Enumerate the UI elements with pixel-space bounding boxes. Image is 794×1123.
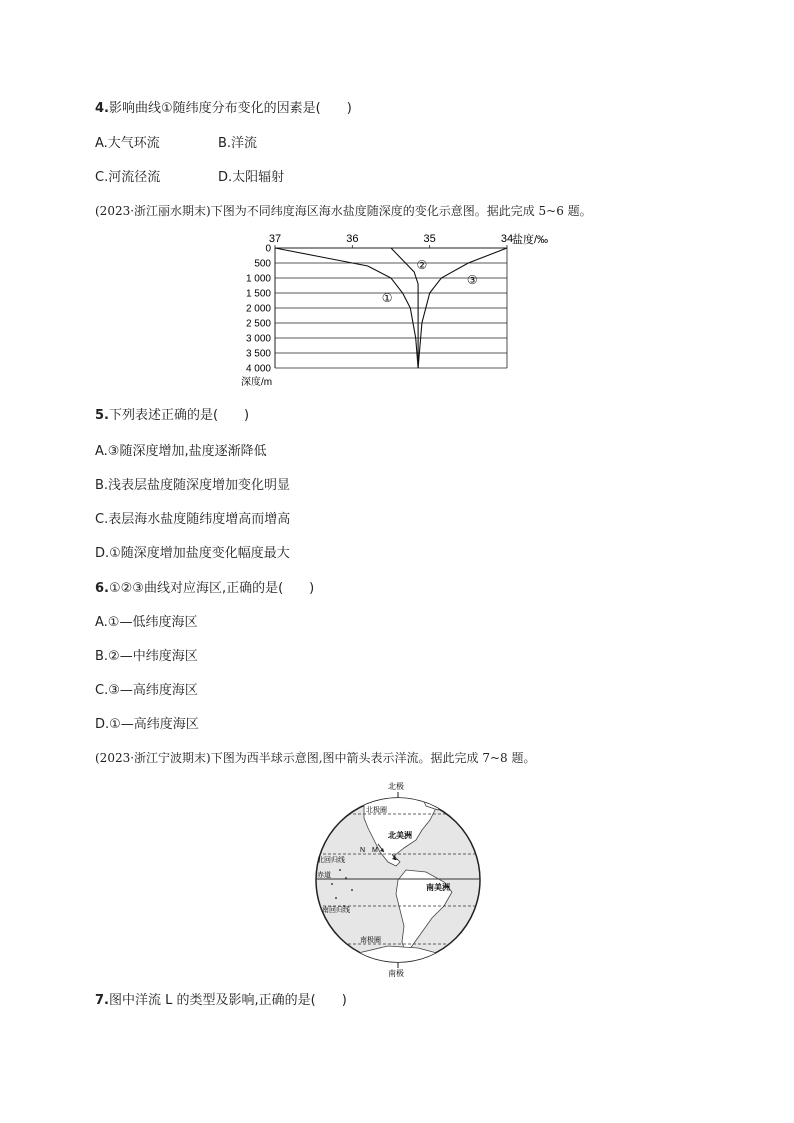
- chart-grid: [275, 248, 507, 368]
- x-tick-label: 37: [268, 233, 282, 245]
- question-stem: 下列表述正确的是( ): [108, 408, 250, 423]
- question-stem: 图中洋流 L 的类型及影响,正确的是( ): [108, 993, 347, 1008]
- source-note-2: (2023·浙江宁波期末)下图为西半球示意图,图中箭头表示洋流。据此完成 7~8 题。: [95, 751, 536, 765]
- l-label: L: [394, 855, 398, 862]
- curve-labels: [382, 258, 478, 305]
- y-tick-label: 500: [254, 258, 271, 270]
- south-america-label: 南美洲: [426, 883, 450, 892]
- western-hemisphere-map: [308, 778, 488, 978]
- x-tick-label: 36: [346, 233, 359, 245]
- option-6a: A.①—低纬度海区: [95, 615, 198, 630]
- question-6: [95, 577, 314, 596]
- question-number: 5.: [95, 408, 109, 423]
- question-number: 4.: [95, 101, 109, 116]
- y-tick-labels: [246, 244, 271, 375]
- n-label: N: [360, 847, 366, 854]
- x-tick-label: 35: [423, 233, 436, 245]
- option-6d: D.①—高纬度海区: [95, 717, 199, 732]
- y-tick-label: 3 000: [245, 333, 271, 345]
- option-4c: C.河流径流: [95, 170, 161, 185]
- option-5b: B.浅表层盐度随深度增加变化明显: [95, 478, 291, 493]
- y-axis-label: 深度/m: [241, 377, 273, 388]
- y-tick-label: 2 000: [245, 303, 271, 315]
- y-tick-label: 3 500: [245, 348, 271, 360]
- option-5d: D.①随深度增加盐度变化幅度最大: [95, 546, 290, 561]
- option-4a: A.大气环流: [95, 136, 160, 151]
- y-tick-label: 4 000: [245, 363, 271, 375]
- option-6c: C.③—高纬度海区: [95, 683, 198, 698]
- arctic-circle-label: 北极圈: [366, 807, 387, 814]
- salinity-depth-chart: [235, 228, 565, 388]
- x-tick-label: 34: [500, 233, 514, 245]
- south-pole-label: 南极: [388, 969, 404, 978]
- curve-label-3: ③: [466, 273, 478, 287]
- curve-label-2: ②: [416, 258, 428, 272]
- question-7: [95, 989, 347, 1008]
- equator-label: 赤道: [317, 872, 331, 879]
- y-tick-label: 2 500: [245, 318, 271, 330]
- option-6b: B.②—中纬度海区: [95, 649, 198, 664]
- question-number: 7.: [95, 993, 109, 1008]
- y-tick-label: 1 000: [245, 273, 271, 285]
- tropic-cancer-label: 北回归线: [317, 857, 345, 864]
- curve-label-1: ①: [381, 291, 393, 305]
- tropic-capricorn-label: 南回归线: [322, 907, 350, 914]
- question-4: [95, 97, 352, 116]
- question-stem: 影响曲线①随纬度分布变化的因素是( ): [108, 101, 352, 116]
- question-stem: ①②③曲线对应海区,正确的是( ): [108, 581, 315, 596]
- north-pole-label: 北极: [388, 782, 404, 791]
- y-tick-label: 1 500: [245, 288, 271, 300]
- question-5: [95, 404, 249, 423]
- x-tick-labels: [269, 233, 513, 248]
- source-note-1: (2023·浙江丽水期末)下图为不同纬度海区海水盐度随深度的变化示意图。据此完成 5~6 题。: [95, 204, 592, 218]
- question-number: 6.: [95, 581, 109, 596]
- antarctic-circle-label: 南极圈: [360, 937, 381, 944]
- option-5c: C.表层海水盐度随纬度增高而增高: [95, 512, 291, 527]
- y-tick-label: 0: [265, 243, 271, 255]
- m-label: M: [372, 847, 378, 854]
- option-4d: D.太阳辐射: [218, 170, 285, 185]
- x-axis-label: 盐度/‰: [512, 234, 549, 246]
- option-4b: B.洋流: [218, 136, 258, 151]
- north-america-label: 北美洲: [388, 831, 412, 840]
- option-5a: A.③随深度增加,盐度逐渐降低: [95, 444, 267, 459]
